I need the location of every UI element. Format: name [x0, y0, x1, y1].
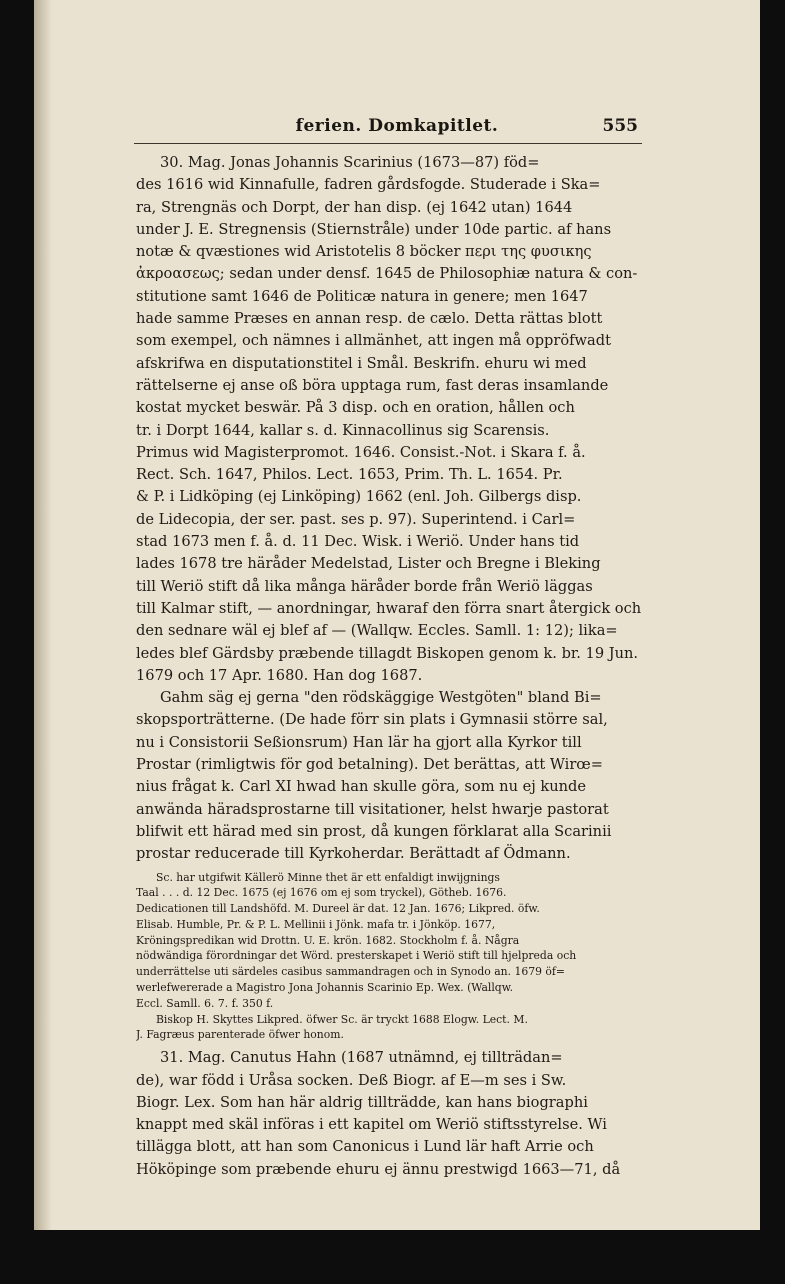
text-line: de Lidecopia, der ser. past. ses p. 97). Superintend. i Carl= — [136, 510, 576, 528]
text-line: blifwit ett härad med sin prost, då kungen förklarat alla Scarinii — [136, 822, 612, 840]
text-line: Hököpinge som præbende ehuru ej ännu prestwigd 1663—71, då — [136, 1160, 621, 1178]
text-line: 1679 och 17 Apr. 1680. Han dog 1687. — [136, 666, 423, 684]
text-line: notæ & qvæstiones wid Aristotelis 8 böcker περι της φυσικης — [136, 243, 592, 261]
text-line: Gahm säg ej gerna "den rödskäggige Westgöten" bland Bi= — [160, 689, 602, 707]
text-line: ἀκροασεως; sedan under densf. 1645 de Philosophiæ natura & con- — [136, 265, 638, 283]
text-line: Prostar (rimligtwis för god betalning). Det berättas, att Wirœ= — [136, 756, 603, 774]
entry-30 — [136, 152, 642, 866]
header-rule — [134, 143, 642, 144]
entry-30-footnotes — [136, 870, 642, 1044]
text-line: des 1616 wid Kinnafulle, fadren gårdsfogde. Studerade i Ska= — [136, 176, 601, 194]
text-line: som exempel, och nämnes i allmänhet, att ingen må oppröfwadt — [136, 332, 611, 350]
footnote-line: nödwändiga förordningar det Wörd. presterskapet i Weriö stift till hjelpreda och — [136, 949, 577, 963]
book-page — [34, 0, 760, 1230]
footnote-line: Kröningspredikan wid Drottn. U. E. krön. 1682. Stockholm f. å. Några — [136, 933, 520, 947]
text-line: Biogr. Lex. Som han här aldrig tillträdde, kan hans biographi — [136, 1093, 588, 1111]
footnote-line: J. Fagræus parenterade öfwer honom. — [136, 1028, 344, 1042]
text-line: & P. i Lidköping (ej Linköping) 1662 (enl. Joh. Gilbergs disp. — [136, 488, 582, 506]
text-line: stitutione samt 1646 de Politicæ natura in genere; men 1647 — [136, 287, 588, 305]
text-line: 30. Mag. Jonas Johannis Scarinius (1673—87) föd= — [160, 154, 540, 171]
text-line: prostar reducerade till Kyrkoherdar. Berättadt af Ödmann. — [136, 845, 571, 863]
footnote-line: werlefwererade a Magistro Jona Johannis Scarinio Ep. Wex. (Wallqw. — [136, 981, 514, 995]
text-line: den sednare wäl ej blef af — (Wallqw. Eccles. Samll. 1: 12); lika= — [136, 622, 618, 640]
footnote-line: underrättelse uti särdeles casibus sammandragen och in Synodo an. 1679 öf= — [136, 965, 565, 979]
text-line: nius frågat k. Carl XI hwad han skulle göra, som nu ej kunde — [136, 778, 587, 796]
text-line: tr. i Dorpt 1644, kallar s. d. Kinnacollinus sig Scarensis. — [136, 421, 550, 439]
text-line: skopsporträtterne. (De hade förr sin plats i Gymnasii större sal, — [136, 711, 608, 729]
running-title: ferien. Domkapitlet. — [295, 116, 499, 136]
text-line: knappt med skäl införas i ett kapitel om Weriö stiftsstyrelse. Wi — [136, 1116, 607, 1134]
text-line: lades 1678 tre häråder Medelstad, Lister och Bregne i Bleking — [136, 555, 601, 573]
entry-31 — [136, 1047, 642, 1181]
footnote-line: Elisab. Humble, Pr. & P. L. Mellinii i Jönk. mafa tr. i Jönköp. 1677, — [136, 917, 496, 931]
text-line: till Weriö stift då lika många häråder borde från Weriö läggas — [136, 577, 593, 595]
text-line: anwända häradsprostarne till visitationer, helst hwarje pastorat — [136, 800, 609, 818]
text-line: Rect. Sch. 1647, Philos. Lect. 1653, Prim. Th. L. 1654. Pr. — [136, 466, 563, 484]
text-line: ra, Strengnäs och Dorpt, der han disp. (ej 1642 utan) 1644 — [136, 198, 573, 216]
text-line: afskrifwa en disputationstitel i Smål. Beskrifn. ehuru wi med — [136, 354, 587, 372]
text-line: stad 1673 men f. å. d. 11 Dec. Wisk. i Weriö. Under hans tid — [136, 533, 580, 551]
text-line: hade samme Præses en annan resp. de cælo. Detta rättas blott — [136, 310, 603, 328]
text-line: ledes blef Gärdsby præbende tillagdt Biskopen genom k. br. 19 Jun. — [136, 644, 639, 662]
footnote-line: Sc. har utgifwit Källerö Minne thet är ett enfaldigt inwijgnings — [156, 870, 500, 884]
text-line: rättelserne ej anse oß böra upptaga rum, fast deras insamlande — [136, 376, 609, 394]
footnote-line: Biskop H. Skyttes Likpred. öfwer Sc. är tryckt 1688 Elogw. Lect. M. — [156, 1012, 528, 1026]
text-line: under J. E. Stregnensis (Stiernstråle) under 10de partic. af hans — [136, 220, 612, 238]
page-number: 555 — [602, 116, 638, 136]
text-line: kostat mycket beswär. På 3 disp. och en oration, hållen och — [136, 399, 575, 417]
page-header — [34, 116, 760, 138]
text-line: till Kalmar stift, — anordningar, hwaraf den förra snart återgick och — [136, 599, 642, 617]
text-line: Primus wid Magisterpromot. 1646. Consist.-Not. i Skara f. å. — [136, 443, 586, 461]
footnote-line: Taal . . . d. 12 Dec. 1675 (ej 1676 om ej som tryckel), Götheb. 1676. — [136, 886, 507, 900]
page-body — [136, 152, 642, 1181]
footnote-line: Dedicationen till Landshöfd. M. Dureel är dat. 12 Jan. 1676; Likpred. öfw. — [136, 902, 540, 916]
text-line: de), war född i Uråsa socken. Deß Biogr. af E—m ses i Sw. — [136, 1071, 567, 1089]
page-gutter-shadow — [34, 0, 52, 1230]
footnote-line: Eccl. Samll. 6. 7. f. 350 f. — [136, 996, 274, 1010]
text-line: tillägga blott, att han som Canonicus i Lund lär haft Arrie och — [136, 1138, 594, 1156]
text-line: nu i Consistorii Seßionsrum) Han lär ha gjort alla Kyrkor till — [136, 733, 582, 751]
text-line: 31. Mag. Canutus Hahn (1687 utnämnd, ej tillträdan= — [160, 1049, 563, 1067]
